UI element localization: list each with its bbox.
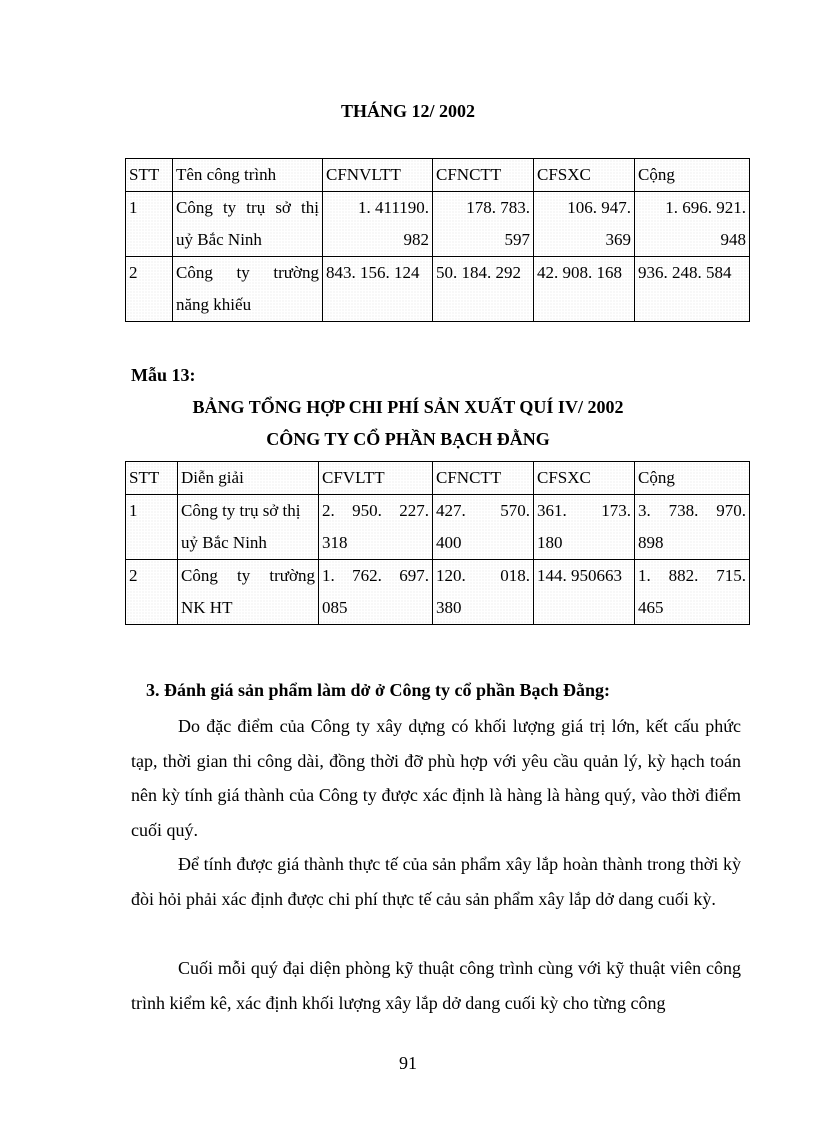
value-cell <box>534 495 635 560</box>
value-cell <box>635 192 750 257</box>
paragraph-text: Cuối mỗi quý đại diện phòng kỹ thuật công trình cùng với kỹ thuật viên công trình kiểm kê, xác định khối lượng xây lắp dở dang cuối kỳ cho từng công <box>131 958 741 1013</box>
value-line: 982 <box>403 230 429 249</box>
value-cell: 50. 184. 292 <box>433 257 534 322</box>
name-line: Công ty trụ sở thị <box>176 198 319 217</box>
value-cell: 936. 248. 584 <box>635 257 750 322</box>
template-label: Mẫu 13: <box>131 365 196 385</box>
value-cell <box>433 192 534 257</box>
value-line: 369 <box>605 230 631 249</box>
value-line: 3. 738. 970. <box>638 501 746 520</box>
name-line: năng khiếu <box>176 295 252 314</box>
value-cell <box>433 495 534 560</box>
stt-cell: 2 <box>126 560 178 625</box>
header-cell: CFSXC <box>534 462 635 495</box>
name-line: Công ty trường <box>176 263 319 282</box>
name-cell <box>173 192 323 257</box>
value-cell <box>319 560 433 625</box>
value-cell <box>635 495 750 560</box>
value-line: 1. 882. 715. <box>638 566 746 585</box>
table-header-row <box>126 159 750 192</box>
table-row <box>126 560 750 625</box>
company-title: CÔNG TY CỔ PHẦN BẠCH ĐẰNG <box>266 429 550 449</box>
value-line: 1. 411190. <box>358 198 429 217</box>
value-line: 178. 783. <box>466 198 530 217</box>
body-paragraph <box>131 847 741 916</box>
value-line: 120. 018. <box>436 566 530 585</box>
stt-cell: 1 <box>126 495 178 560</box>
name-line: uỷ Bắc Ninh <box>176 230 262 249</box>
value-line: 2. 950. 227. <box>322 501 429 520</box>
value-cell <box>319 495 433 560</box>
value-line: 1. 696. 921. <box>665 198 746 217</box>
value-cell <box>534 192 635 257</box>
header-cell: STT <box>126 462 178 495</box>
header-cell: CFNVLTT <box>323 159 433 192</box>
table-header-row <box>126 462 750 495</box>
table-row <box>126 495 750 560</box>
paragraph-text: Do đặc điểm của Công ty xây dựng có khối lượng giá trị lớn, kết cấu phức tạp, thời gian thi công dài, đồng thời đỡ phù hợp với yêu cầu quản lý, kỳ hạch toán nên kỳ tính giá thành của Công ty được xác định là hàng là hàng quý, vào thời điểm cuối quý. <box>131 716 741 840</box>
name-line: Công ty trường <box>181 566 315 585</box>
value-line: 318 <box>322 533 348 552</box>
value-cell <box>323 192 433 257</box>
header-cell: STT <box>126 159 173 192</box>
cost-table-month <box>125 158 750 322</box>
header-cell: CFSXC <box>534 159 635 192</box>
header-cell: Tên công trình <box>173 159 323 192</box>
value-line: 898 <box>638 533 664 552</box>
name-line: Công ty trụ sở thị <box>181 501 301 520</box>
page-number: 91 <box>399 1053 417 1073</box>
name-cell <box>173 257 323 322</box>
table-row <box>126 192 750 257</box>
value-line: 380 <box>436 598 462 617</box>
stt-cell: 1 <box>126 192 173 257</box>
paragraph-text: Để tính được giá thành thực tế của sản phẩm xây lắp hoàn thành trong thời kỳ đòi hỏi phải xác định được chi phí thực tế cảu sản phẩm xây lắp dở dang cuối kỳ. <box>131 854 741 909</box>
table-row <box>126 257 750 322</box>
value-line: 948 <box>720 230 746 249</box>
value-line: 106. 947. <box>567 198 631 217</box>
body-paragraph <box>131 709 741 847</box>
name-cell <box>178 495 319 560</box>
value-line: 400 <box>436 533 462 552</box>
header-cell: Cộng <box>635 462 750 495</box>
month-heading: THÁNG 12/ 2002 <box>340 101 475 121</box>
name-line: NK HT <box>181 598 233 617</box>
value-line: 427. 570. <box>436 501 530 520</box>
value-line: 180 <box>537 533 563 552</box>
value-line: 597 <box>504 230 530 249</box>
header-cell: Diễn giải <box>178 462 319 495</box>
value-line: 361. 173. <box>537 501 631 520</box>
header-cell: Cộng <box>635 159 750 192</box>
value-line: 465 <box>638 598 664 617</box>
value-cell: 144. 950663 <box>534 560 635 625</box>
stt-cell: 2 <box>126 257 173 322</box>
value-line: 1. 762. 697. <box>322 566 429 585</box>
cost-summary-table <box>125 461 750 625</box>
summary-title: BẢNG TỔNG HỢP CHI PHÍ SẢN XUẤT QUÍ IV/ 2002 <box>192 397 624 417</box>
value-cell <box>433 560 534 625</box>
header-cell: CFNCTT <box>433 462 534 495</box>
header-cell: CFNCTT <box>433 159 534 192</box>
value-cell <box>635 560 750 625</box>
section-heading: 3. Đánh giá sản phẩm làm dở ở Công ty cổ phần Bạch Đằng: <box>146 680 611 700</box>
name-line: uỷ Bắc Ninh <box>181 533 267 552</box>
body-paragraph <box>131 951 741 1020</box>
name-cell <box>178 560 319 625</box>
value-line: 085 <box>322 598 348 617</box>
value-cell: 42. 908. 168 <box>534 257 635 322</box>
value-cell: 843. 156. 124 <box>323 257 433 322</box>
header-cell: CFVLTT <box>319 462 433 495</box>
